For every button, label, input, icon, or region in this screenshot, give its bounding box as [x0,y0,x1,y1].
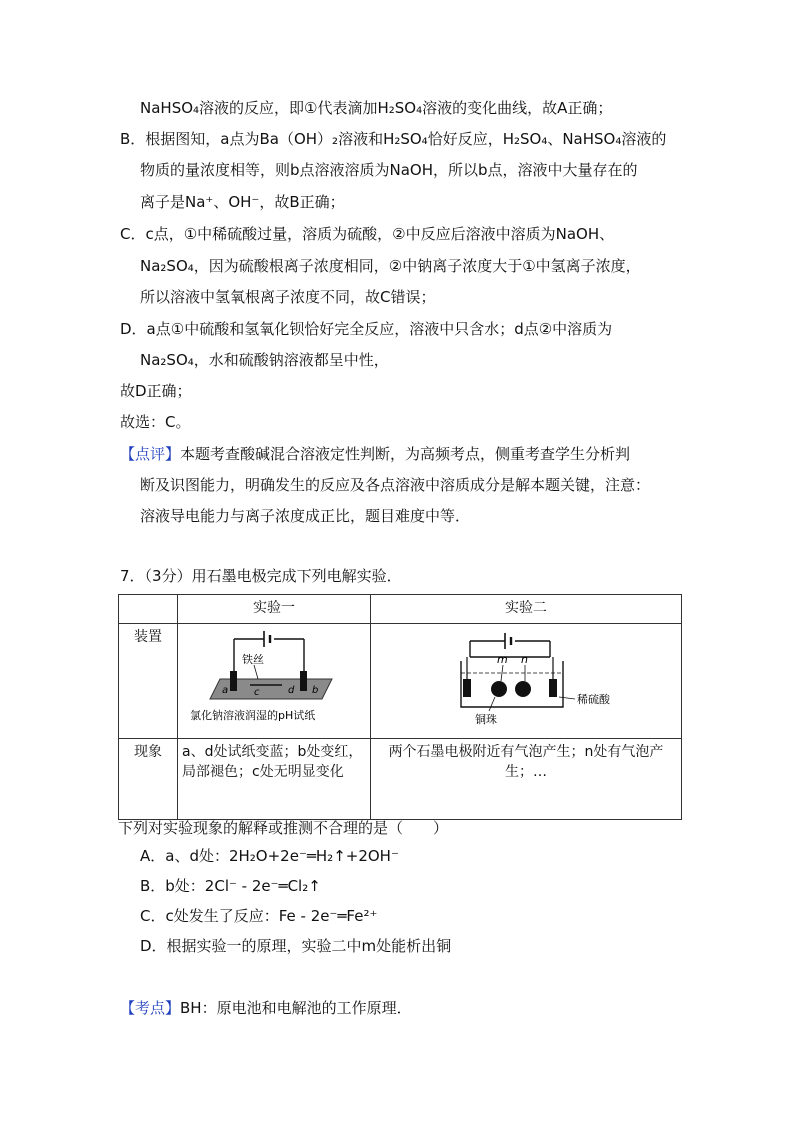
graphite-electrode-left [463,679,471,697]
answer-d-line3: 故D正确； [120,382,192,400]
label-a: a [222,685,229,696]
label-n: n [521,653,528,666]
label-caption: 氯化钠溶液润湿的pH试纸 [190,709,316,722]
device-exp2 [371,624,682,739]
phenomenon-exp2: 两个石墨电极附近有气泡产生；n处有气泡产生；… [371,739,682,820]
electrode-d [300,671,307,691]
answer-d-line1: D．a点①中硫酸和氢氧化钡恰好完全反应，溶液中只含水；d点②中溶质为 [120,320,613,338]
question-stem: 7．（3分）用石墨电极完成下列电解实验． [120,567,402,585]
label-b: b [312,685,319,696]
answer-c-line3: 所以溶液中氢氧根离子浓度不同，故C错误； [140,288,436,306]
label-m: m [497,653,508,666]
review-tag: 【点评】 [120,445,181,463]
answer-c-line1: C．c点，①中稀硫酸过量，溶质为硫酸，②中反应后溶液中溶质为NaOH、 [120,225,615,243]
table-device-row [119,624,682,739]
answer-b-line3: 离子是Na⁺、OH⁻，故B正确； [140,193,345,211]
option-d: D．根据实验一的原理，实验二中m处能析出铜 [140,937,452,955]
table-header-exp2: 实验二 [371,595,682,624]
copper-ball-left [491,681,507,697]
question-prompt: 下列对实验现象的解释或推测不合理的是（ ） [118,819,449,837]
exp2-apparatus-diagram [375,627,665,727]
label-c: c [254,687,260,698]
table-header-empty [119,595,178,624]
answer-b-line2: 物质的量浓度相等，则b点溶液溶质为NaOH，所以b点，溶液中大量存在的 [140,161,638,179]
kaodian-tag: 【考点】 [120,999,181,1017]
table-header-exp1: 实验一 [178,595,371,624]
answer-choice: 故选：C。 [120,413,191,431]
electrode-a [230,671,237,691]
label-ball: 铜珠 [475,713,497,726]
kaodian-text: BH：原电池和电解池的工作原理． [180,999,412,1017]
answer-b-line1: B．根据图知，a点为Ba（OH）₂溶液和H₂SO₄恰好反应，H₂SO₄、NaHSO₄溶液的 [120,130,667,148]
table-phenomenon-row [119,739,682,820]
experiment-table [118,594,682,820]
review-text1: 本题考查酸碱混合溶液定性判断，为高频考点，侧重考查学生分析判 [180,445,631,463]
review-line2: 断及识图能力，明确发生的反应及各点溶液中溶质成分是解本题关键，注意： [140,476,651,494]
phenomenon-label: 现象 [119,739,178,820]
kaodian-line [120,998,412,1018]
phenomenon-exp1: a、d处试纸变蓝；b处变红，局部褪色；c处无明显变化 [178,739,371,820]
answer-a-end: NaHSO₄溶液的反应，即①代表滴加H₂SO₄溶液的变化曲线，故A正确； [140,99,613,117]
graphite-electrode-right [549,679,557,697]
review-line3: 溶液导电能力与离子浓度成正比，题目难度中等． [140,507,471,525]
device-exp1 [178,624,371,739]
label-wire: 铁丝 [242,653,264,666]
copper-ball-right [515,681,531,697]
option-a: A．a、d处：2H₂O+2e⁻═H₂↑+2OH⁻ [140,847,399,865]
option-b: B．b处：2Cl⁻ - 2e⁻═Cl₂↑ [140,877,321,895]
answer-c-line2: Na₂SO₄，因为硫酸根离子浓度相同，②中钠离子浓度大于①中氢离子浓度， [140,257,641,275]
beaker-shape [461,661,563,707]
label-d: d [288,685,295,696]
review-line1 [120,444,630,464]
device-label: 装置 [119,624,178,739]
option-c: C．c处发生了反应：Fe - 2e⁻═Fe²⁺ [140,907,378,925]
exp1-apparatus-diagram [182,627,362,727]
answer-d-line2: Na₂SO₄，水和硫酸钠溶液都呈中性， [140,351,389,369]
table-header-row [119,595,682,624]
label-acid: 稀硫酸 [577,693,610,706]
